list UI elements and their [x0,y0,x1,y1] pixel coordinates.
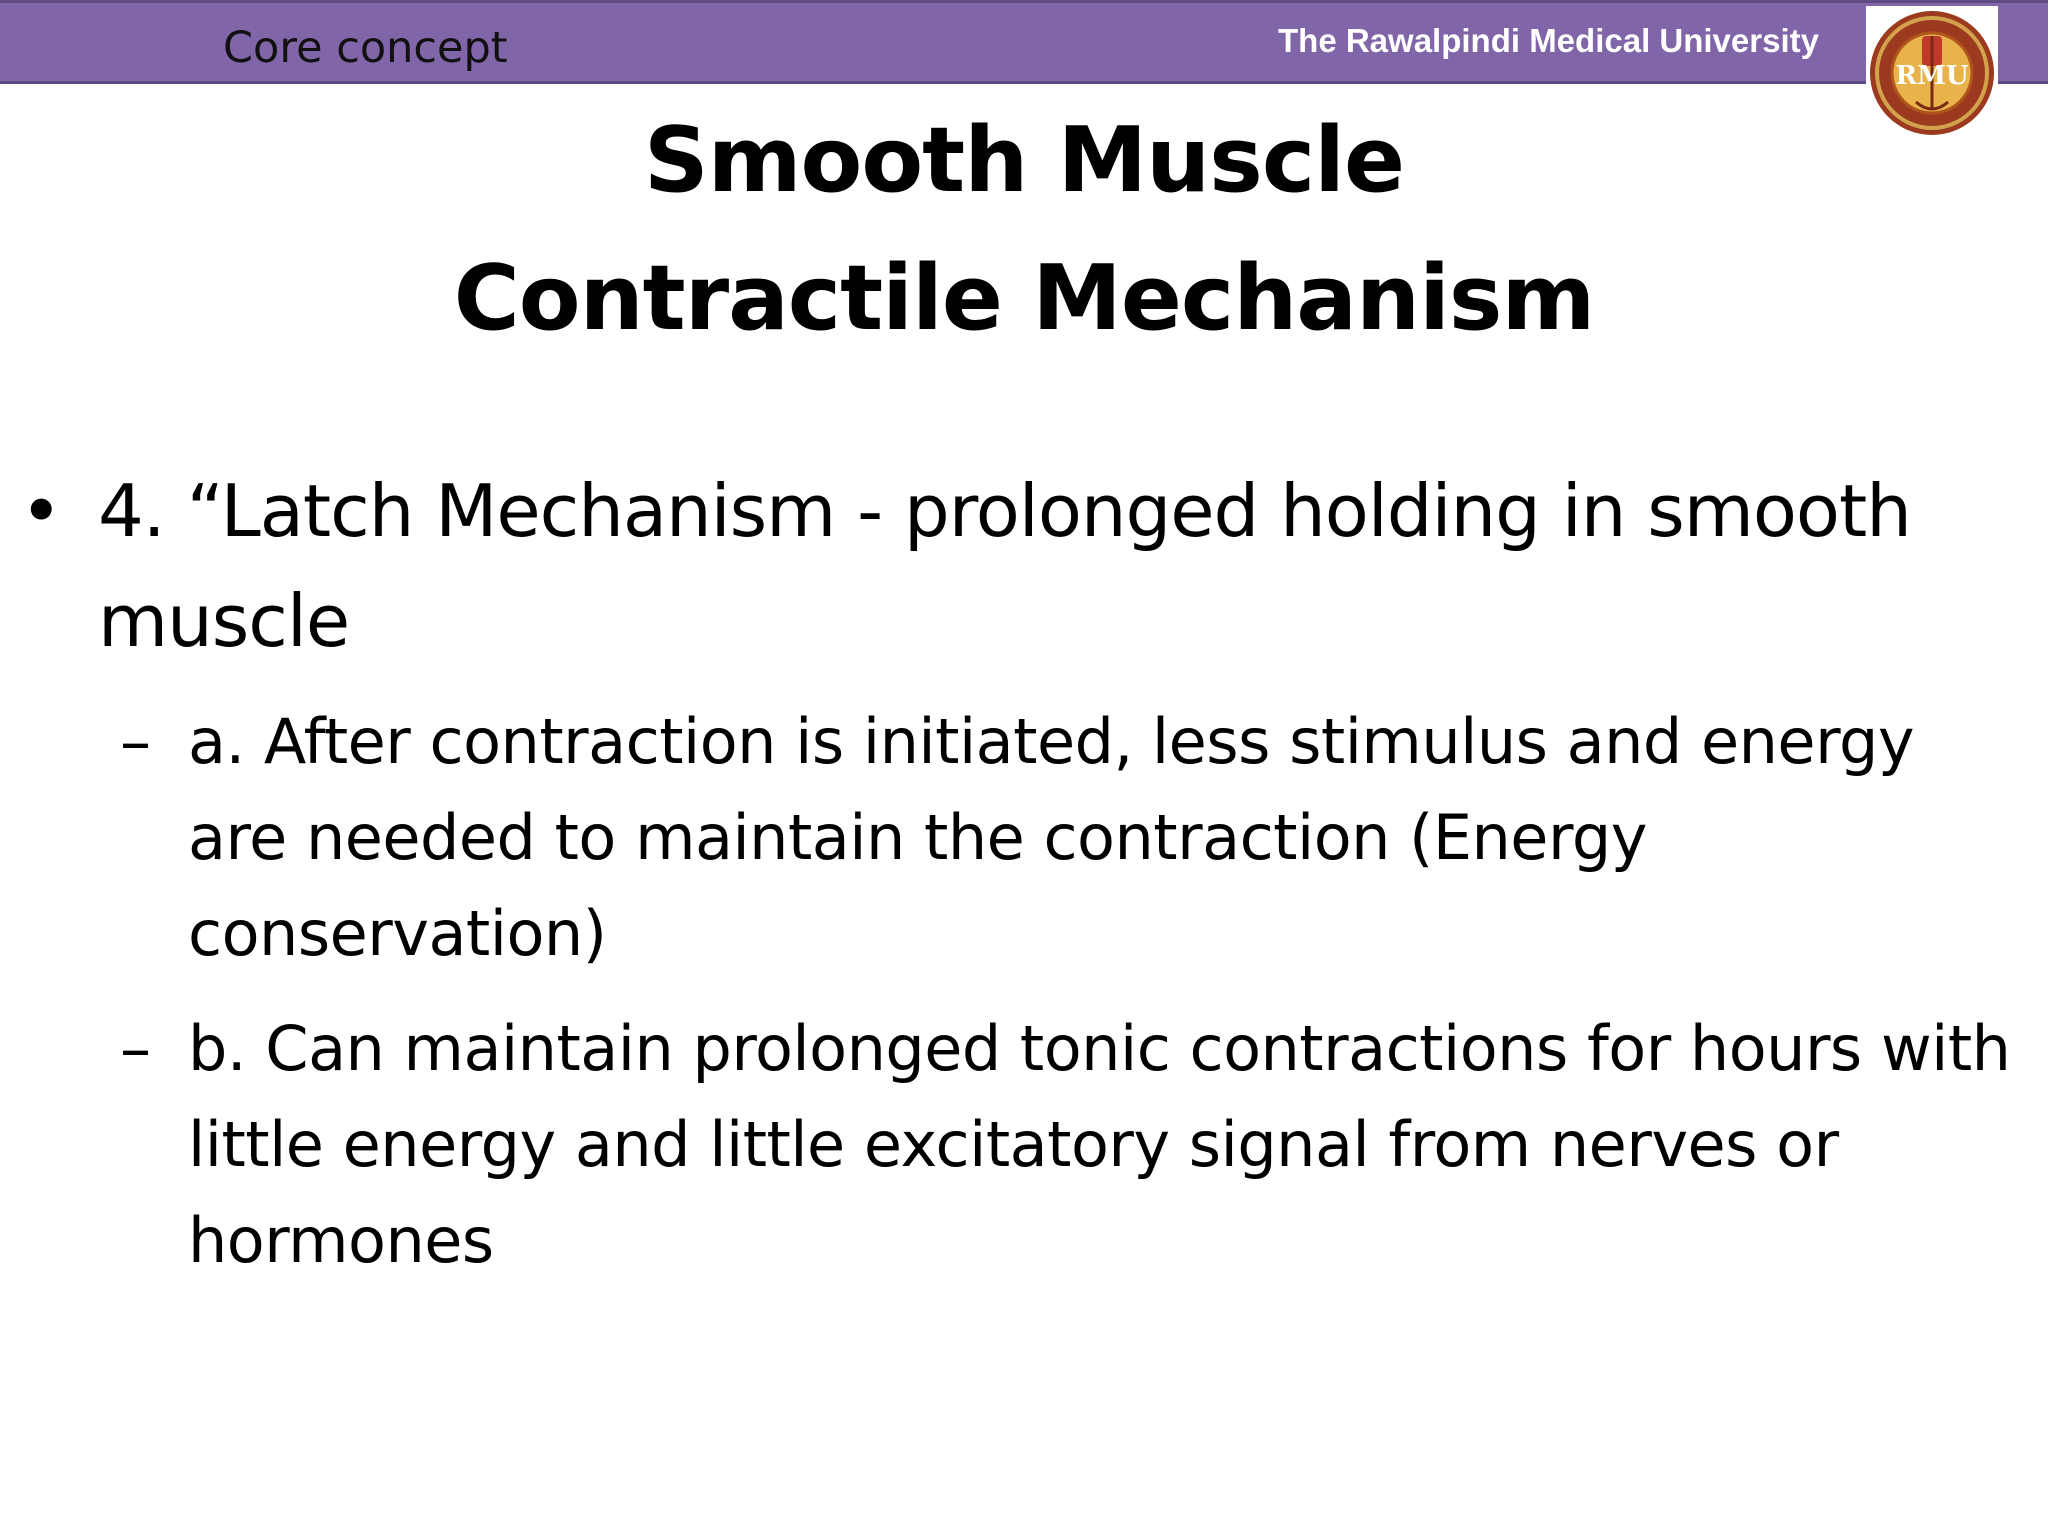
bullet-text: 4. “Latch Mechanism - prolonged holding in smooth muscle [98,469,1911,663]
slide-title [0,92,2048,368]
sub-bullet-item [120,694,2028,982]
sub-bullet-marker: – [120,705,151,778]
sub-bullet-text: a. After contraction is initiated, less stimulus and energy are needed to maintain the contraction (Energy conservation) [188,705,1915,970]
header-bar [0,0,2048,84]
sub-bullet-text: b. Can maintain prolonged tonic contractions for hours with little energy and little excitatory signal from nerves or hormones [188,1012,2011,1277]
title-line-2: Contractile Mechanism [453,246,1595,351]
sub-bullet-marker: – [120,1012,151,1085]
title-line-1: Smooth Muscle [643,108,1405,213]
seal-letters: RMU [1895,61,1969,91]
sub-bullet-item [120,1001,2028,1289]
bullet-marker: • [20,469,62,553]
bullet-item [20,456,1978,676]
university-name: The Rawalpindi Medical University [1278,22,1819,59]
section-label: Core concept [223,23,508,73]
